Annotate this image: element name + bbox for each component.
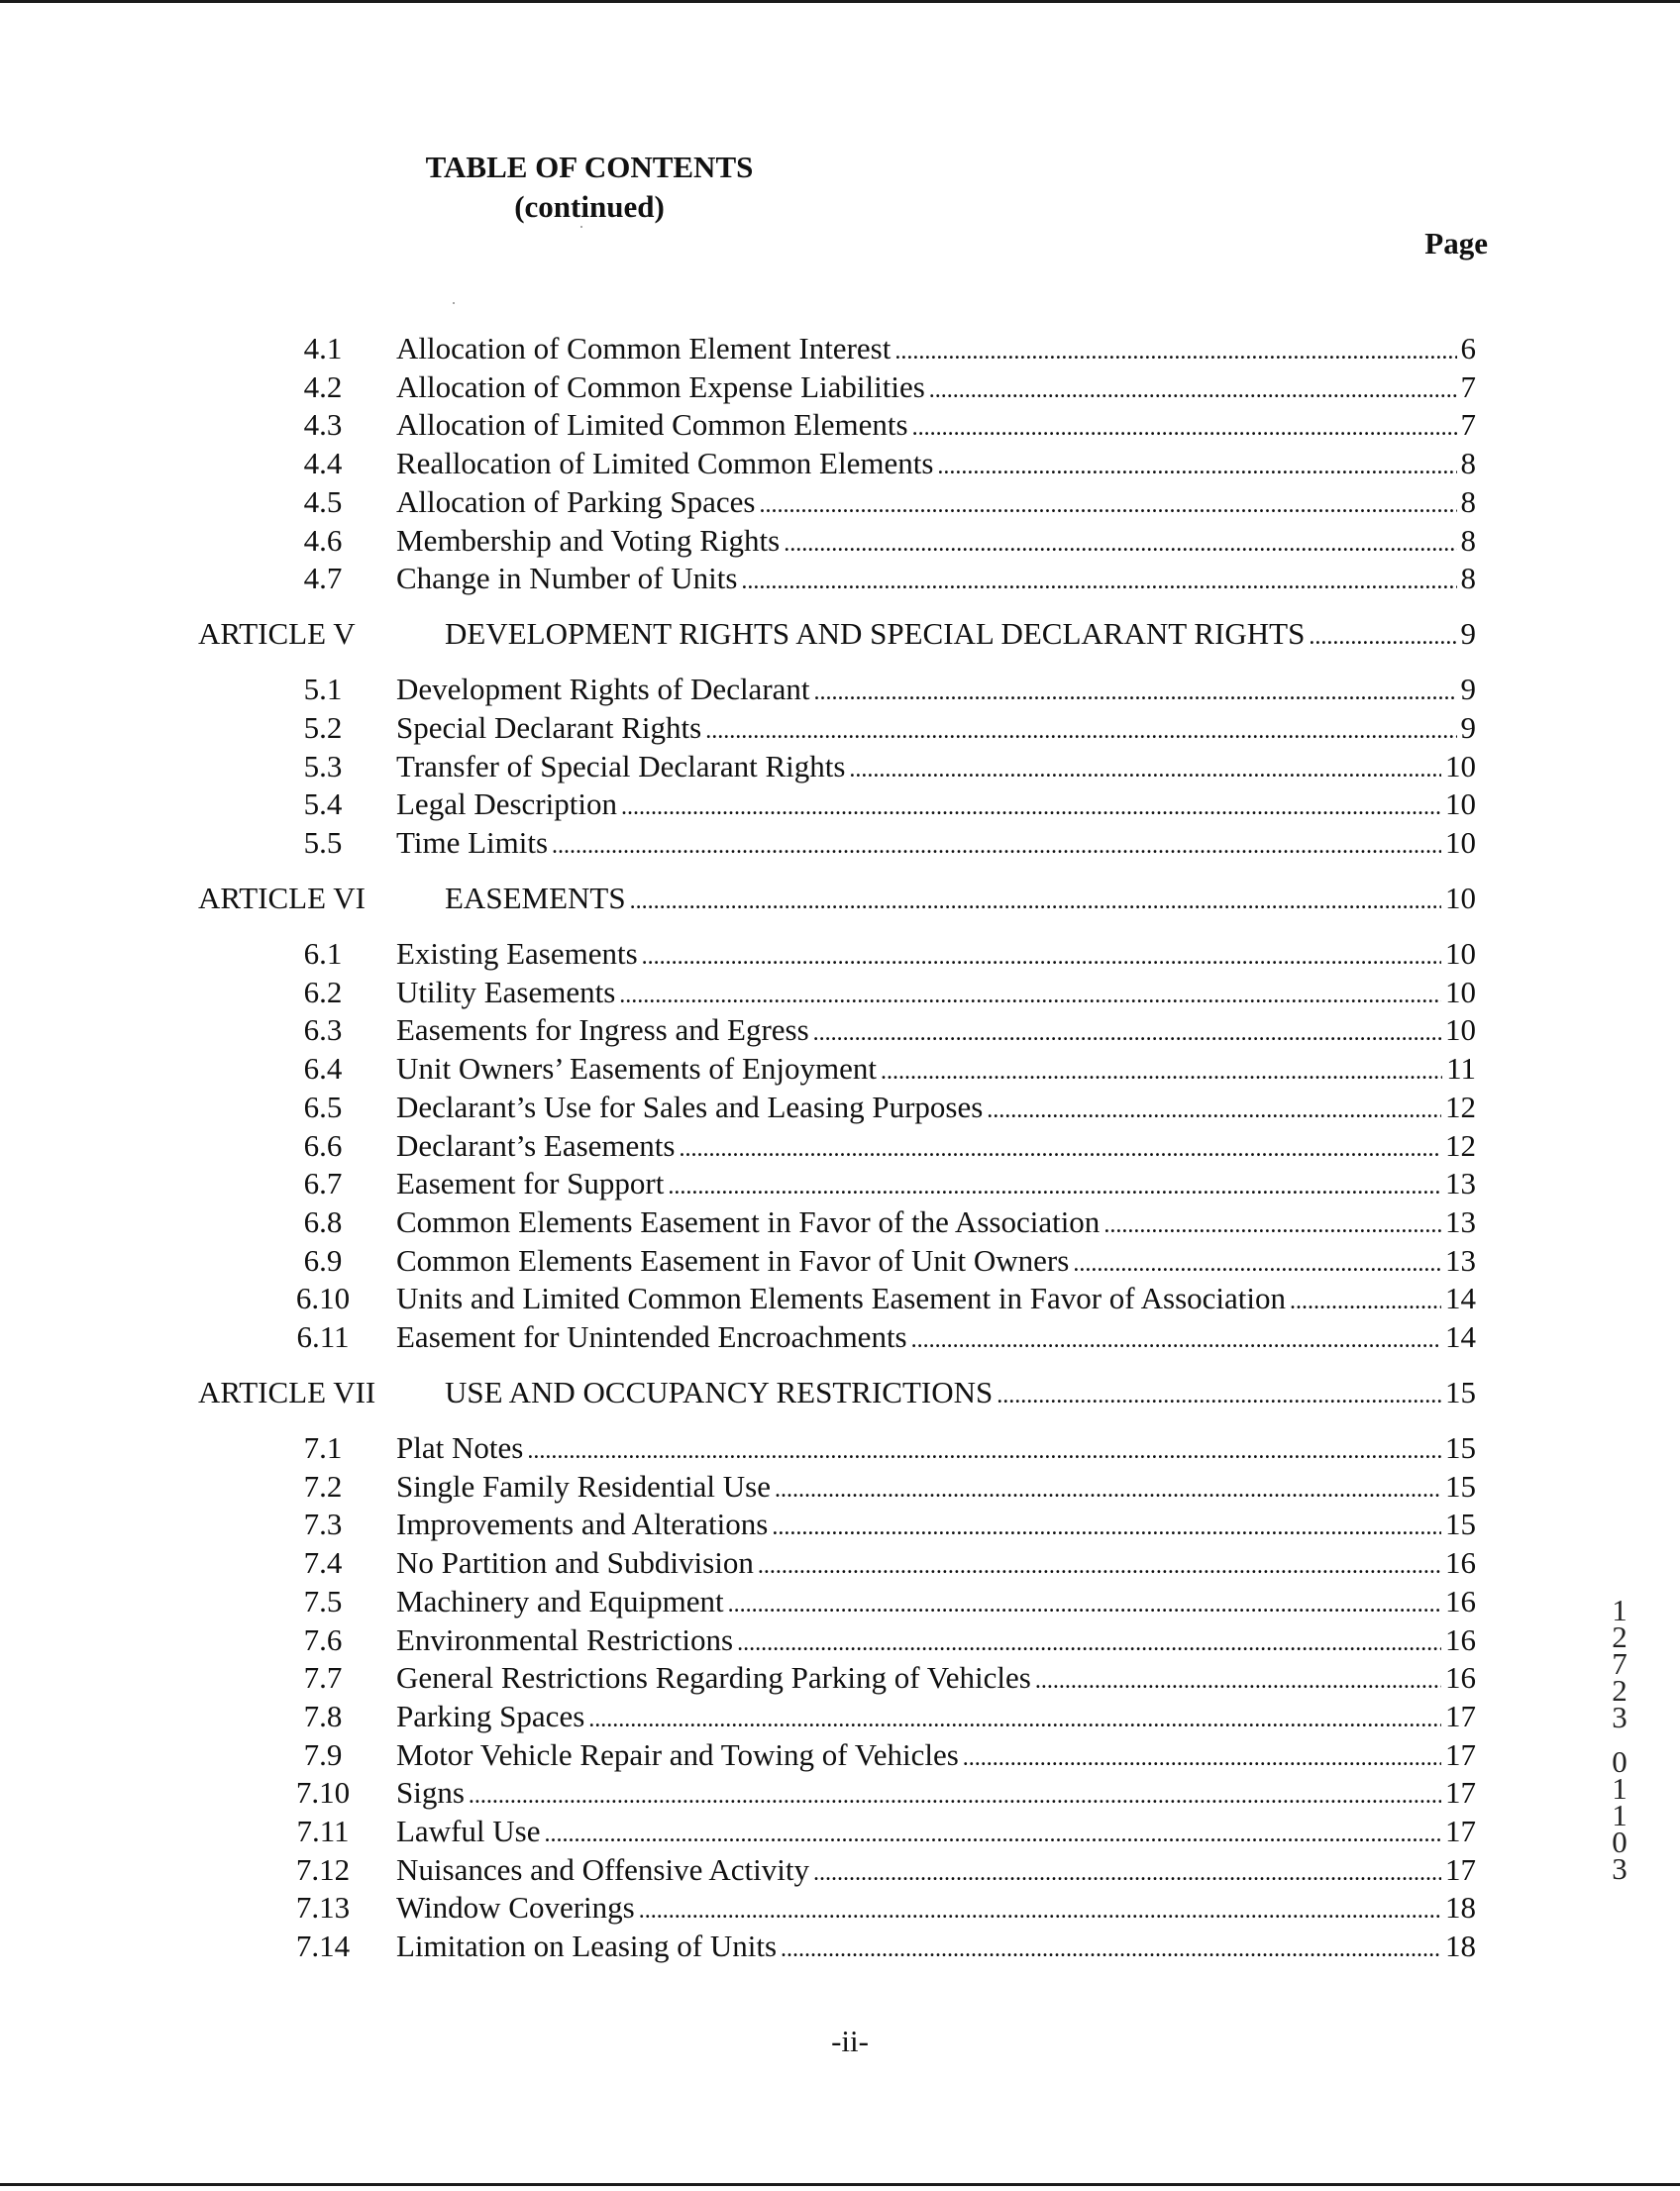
toc-entry-page: 17 — [1445, 1852, 1476, 1887]
toc-section-row — [0, 1660, 1680, 1696]
toc-entry-number: 7.13 — [295, 1890, 351, 1925]
toc-entry-title: DEVELOPMENT RIGHTS AND SPECIAL DECLARANT RIGHTS — [445, 616, 1306, 651]
toc-entry-leader-line — [396, 1166, 1476, 1204]
toc-entry-page: 10 — [1445, 786, 1476, 821]
toc-entry-number: 4.2 — [303, 369, 343, 404]
toc-entry-leader-line — [396, 1469, 1476, 1508]
toc-section-row — [0, 1430, 1680, 1466]
toc-section-row — [0, 1890, 1680, 1926]
toc-entry-title: Common Elements Easement in Favor of the Association — [396, 1204, 1101, 1239]
toc-section-row — [0, 1243, 1680, 1279]
toc-entry-leader-line — [396, 1584, 1476, 1622]
toc-dot-leader — [544, 1817, 1441, 1852]
toc-section-row — [0, 1545, 1680, 1581]
toc-entry-number: 7.5 — [303, 1584, 343, 1618]
toc-entry-page: 14 — [1445, 1319, 1476, 1354]
toc-entry-title: Easement for Unintended Encroachments — [396, 1319, 907, 1354]
toc-entry-number: 7.4 — [303, 1545, 343, 1580]
toc-entry-page: 6 — [1460, 331, 1476, 365]
toc-entry-leader-line — [396, 1545, 1476, 1584]
toc-entry-title: Plat Notes — [396, 1430, 524, 1465]
toc-entry-page: 9 — [1460, 710, 1476, 745]
toc-dot-leader — [929, 372, 1457, 408]
toc-entry-leader-line — [396, 1737, 1476, 1776]
toc-dot-leader — [894, 334, 1456, 369]
toc-entry-title: USE AND OCCUPANCY RESTRICTIONS — [445, 1375, 994, 1409]
scan-speck — [580, 226, 582, 228]
toc-entry-number: 5.5 — [303, 825, 343, 860]
toc-entry-leader-line — [396, 331, 1476, 369]
scan-edge-top — [0, 0, 1680, 3]
toc-entry-leader-line — [396, 1622, 1476, 1661]
page-column-label: Page — [1424, 226, 1488, 261]
toc-dot-leader — [813, 1015, 1441, 1051]
stamp-digit: 1 — [1612, 1593, 1628, 1627]
toc-dot-leader — [552, 828, 1441, 864]
toc-entry-title: Single Family Residential Use — [396, 1469, 771, 1504]
toc-entry-number: 7.11 — [296, 1814, 350, 1848]
toc-entry-title: Allocation of Parking Spaces — [396, 484, 756, 519]
toc-dot-leader — [813, 1855, 1441, 1891]
toc-entry-number: 4.1 — [303, 331, 343, 365]
toc-section-row — [0, 1619, 1680, 1658]
toc-subtitle: (continued) — [514, 189, 665, 224]
toc-entry-leader-line — [396, 786, 1476, 825]
toc-entry-title: General Restrictions Regarding Parking of Vehicles — [396, 1660, 1031, 1695]
toc-dot-leader — [737, 1625, 1441, 1661]
stamp-digit: 7 — [1612, 1646, 1628, 1681]
toc-entry-title: Machinery and Equipment — [396, 1584, 724, 1618]
toc-section-row — [0, 1051, 1680, 1087]
toc-dot-leader — [639, 1893, 1441, 1929]
toc-dot-leader — [814, 675, 1457, 710]
toc-entry-page: 17 — [1445, 1699, 1476, 1733]
toc-entry-leader-line — [396, 1281, 1476, 1319]
toc-entry-leader-line — [396, 523, 1476, 562]
toc-entry-leader-line — [396, 1660, 1476, 1699]
toc-entry-title: Signs — [396, 1775, 465, 1810]
toc-dot-leader — [705, 713, 1456, 749]
toc-entry-page: 15 — [1445, 1469, 1476, 1504]
toc-entry-title: Limitation on Leasing of Units — [396, 1929, 778, 1963]
toc-dot-leader — [912, 410, 1457, 446]
toc-entry-leader-line — [396, 1090, 1476, 1128]
stamp-digit: 1 — [1612, 1771, 1628, 1806]
stamp-digit: 3 — [1612, 1700, 1628, 1734]
toc-section-row — [0, 749, 1680, 784]
toc-entry-leader-line — [396, 1051, 1476, 1090]
toc-entry-number: 5.1 — [303, 672, 343, 706]
toc-entry-title: Easements for Ingress and Egress — [396, 1012, 809, 1047]
toc-entry-number: 4.7 — [303, 561, 343, 595]
toc-entry-title: Environmental Restrictions — [396, 1622, 734, 1657]
toc-entry-title: Lawful Use — [396, 1814, 541, 1848]
toc-entry-page: 16 — [1445, 1584, 1476, 1618]
toc-entry-leader-line — [396, 672, 1476, 710]
toc-section-row — [0, 1852, 1680, 1888]
toc-entry-number: 7.1 — [303, 1430, 343, 1465]
toc-entry-title: Common Elements Easement in Favor of Unit Owners — [396, 1243, 1070, 1278]
toc-entry-title: Reallocation of Limited Common Elements — [396, 446, 934, 480]
side-recording-stamp — [1605, 1593, 1634, 1886]
toc-entry-leader-line — [396, 936, 1476, 975]
toc-entry-number: 5.2 — [303, 710, 343, 745]
stamp-digit: 3 — [1612, 1851, 1628, 1886]
toc-section-row — [0, 1469, 1680, 1505]
scan-speck — [453, 302, 455, 304]
toc-dot-leader — [881, 1054, 1442, 1090]
toc-section-row — [0, 1814, 1680, 1849]
toc-entry-number: 7.9 — [303, 1737, 343, 1772]
toc-entry-number: 7.8 — [303, 1699, 343, 1733]
toc-entry-number: 6.1 — [303, 936, 343, 971]
toc-entry-leader-line — [396, 1243, 1476, 1282]
toc-entry-number: 5.4 — [303, 786, 343, 821]
toc-section-row — [0, 825, 1680, 861]
toc-dot-leader — [911, 1322, 1441, 1358]
toc-entry-page: 18 — [1445, 1890, 1476, 1925]
toc-dot-leader — [621, 789, 1441, 825]
toc-entry-leader-line — [396, 975, 1476, 1013]
toc-entry-leader-line — [396, 1890, 1476, 1929]
toc-entry-title: Units and Limited Common Elements Easement in Favor of Association — [396, 1281, 1287, 1315]
toc-entry-page: 9 — [1460, 672, 1476, 706]
toc-entry-number: 7.6 — [303, 1622, 343, 1657]
toc-entry-page: 13 — [1445, 1243, 1476, 1278]
toc-dot-leader — [1073, 1246, 1441, 1282]
toc-entry-number: ARTICLE VI — [198, 881, 366, 915]
toc-dot-leader — [758, 1548, 1441, 1584]
toc-entry-title: Unit Owners’ Easements of Enjoyment — [396, 1051, 877, 1086]
toc-entry-title: Parking Spaces — [396, 1699, 585, 1733]
toc-entry-page: 16 — [1445, 1545, 1476, 1580]
toc-entry-leader-line — [396, 749, 1476, 787]
toc-entry-page: 15 — [1445, 1375, 1476, 1409]
toc-entry-leader-line — [396, 1507, 1476, 1545]
toc-entry-page: 13 — [1445, 1204, 1476, 1239]
toc-entry-title: Improvements and Alterations — [396, 1507, 769, 1541]
toc-entry-page: 18 — [1445, 1929, 1476, 1963]
toc-entry-number: 7.12 — [295, 1852, 351, 1887]
toc-entry-leader-line — [396, 1852, 1476, 1891]
toc-section-row — [0, 1699, 1680, 1734]
toc-section-row — [0, 1929, 1680, 1964]
toc-dot-leader — [849, 752, 1441, 787]
toc-entry-title: Utility Easements — [396, 975, 616, 1009]
toc-entry-leader-line — [445, 616, 1476, 655]
toc-section-row — [0, 1090, 1680, 1125]
toc-entry-number: 6.5 — [303, 1090, 343, 1124]
toc-entry-leader-line — [396, 561, 1476, 599]
toc-entry-number: 6.10 — [295, 1281, 351, 1315]
toc-section-row — [0, 1737, 1680, 1779]
toc-entry-title: Change in Number of Units — [396, 561, 738, 595]
toc-entry-title: Transfer of Special Declarant Rights — [396, 749, 846, 783]
toc-dot-leader — [784, 526, 1456, 562]
toc-section-row — [0, 369, 1680, 405]
toc-entry-number: 5.3 — [303, 749, 343, 783]
toc-section-row — [0, 523, 1680, 559]
toc-article-row — [0, 1375, 1680, 1410]
toc-dot-leader — [1035, 1663, 1441, 1699]
toc-dot-leader — [937, 449, 1456, 484]
toc-entry-number: 6.3 — [303, 1012, 343, 1047]
toc-entry-title: Allocation of Common Element Interest — [396, 331, 892, 365]
toc-entry-leader-line — [396, 710, 1476, 749]
toc-entry-title: Time Limits — [396, 825, 549, 860]
toc-entry-title: Window Coverings — [396, 1890, 635, 1925]
toc-entry-page: 14 — [1445, 1281, 1476, 1315]
stamp-digit: 2 — [1612, 1619, 1628, 1654]
toc-dot-leader — [741, 564, 1456, 599]
toc-entry-leader-line — [396, 1012, 1476, 1051]
toc-entry-number: 7.7 — [303, 1660, 343, 1695]
toc-section-row — [0, 1204, 1680, 1240]
toc-dot-leader — [781, 1931, 1441, 1967]
toc-entry-title: Development Rights of Declarant — [396, 672, 810, 706]
toc-dot-leader — [1103, 1207, 1441, 1243]
toc-entry-leader-line — [396, 484, 1476, 523]
toc-entry-title: Nuisances and Offensive Activity — [396, 1852, 809, 1887]
toc-entry-number: ARTICLE VII — [198, 1375, 376, 1409]
toc-dot-leader — [619, 978, 1441, 1013]
toc-entry-leader-line — [445, 881, 1476, 919]
toc-entry-leader-line — [445, 1375, 1476, 1413]
toc-dot-leader — [642, 939, 1441, 975]
toc-section-row — [0, 710, 1680, 746]
toc-entry-page: 10 — [1445, 825, 1476, 860]
toc-entry-leader-line — [396, 1699, 1476, 1737]
toc-entry-title: Legal Description — [396, 786, 617, 821]
toc-entry-number: 6.11 — [296, 1319, 350, 1354]
toc-entry-leader-line — [396, 1319, 1476, 1358]
toc-dot-leader — [997, 1378, 1441, 1413]
toc-entry-leader-line — [396, 369, 1476, 408]
toc-entry-number: 6.6 — [303, 1128, 343, 1163]
toc-entry-leader-line — [396, 1430, 1476, 1469]
toc-section-row — [0, 561, 1680, 596]
stamp-digit: 0 — [1612, 1825, 1628, 1859]
toc-entry-page: 12 — [1445, 1128, 1476, 1163]
toc-section-row — [0, 1319, 1680, 1355]
toc-entry-title: Existing Easements — [396, 936, 638, 971]
stamp-digit: 0 — [1612, 1744, 1628, 1779]
toc-entry-page: 8 — [1460, 561, 1476, 595]
toc-entry-page: 16 — [1445, 1660, 1476, 1695]
toc-entry-title: No Partition and Subdivision — [396, 1545, 754, 1580]
toc-entry-leader-line — [396, 1775, 1476, 1814]
toc-dot-leader — [668, 1169, 1441, 1204]
stamp-digit: 1 — [1612, 1798, 1628, 1832]
toc-entry-page: 10 — [1445, 881, 1476, 915]
toc-entry-number: 4.5 — [303, 484, 343, 519]
page-number-footer: -ii- — [831, 2024, 869, 2058]
toc-section-row — [0, 484, 1680, 520]
toc-dot-leader — [679, 1131, 1441, 1167]
toc-entry-number: 7.3 — [303, 1507, 343, 1541]
toc-entry-page: 15 — [1445, 1430, 1476, 1465]
toc-entry-title: Special Declarant Rights — [396, 710, 702, 745]
toc-dot-leader — [527, 1433, 1441, 1469]
toc-entry-leader-line — [396, 407, 1476, 446]
toc-entry-title: Membership and Voting Rights — [396, 523, 781, 558]
toc-entry-leader-line — [396, 1814, 1476, 1852]
toc-entry-page: 7 — [1460, 407, 1476, 442]
scan-edge-bottom — [0, 2183, 1680, 2186]
toc-entry-page: 10 — [1445, 749, 1476, 783]
toc-entry-number: 6.2 — [303, 975, 343, 1009]
toc-dot-leader — [469, 1778, 1441, 1814]
toc-section-row — [0, 1012, 1680, 1048]
toc-entry-title: EASEMENTS — [445, 881, 626, 915]
toc-section-row — [0, 331, 1680, 366]
toc-entry-leader-line — [396, 1929, 1476, 1967]
toc-entry-page: 17 — [1445, 1775, 1476, 1810]
toc-dot-leader — [630, 884, 1441, 919]
toc-section-row — [0, 446, 1680, 481]
toc-entry-page: 10 — [1445, 1012, 1476, 1047]
toc-entry-page: 17 — [1445, 1737, 1476, 1772]
toc-entry-leader-line — [396, 1128, 1476, 1167]
toc-dot-leader — [588, 1702, 1441, 1737]
toc-entry-page: 16 — [1445, 1622, 1476, 1657]
toc-entry-number: 6.4 — [303, 1051, 343, 1086]
toc-entry-title: Declarant’s Use for Sales and Leasing Purposes — [396, 1090, 984, 1124]
toc-section-row — [0, 672, 1680, 707]
toc-article-row — [0, 881, 1680, 916]
toc-entry-number: 6.9 — [303, 1243, 343, 1278]
toc-section-row — [0, 975, 1680, 1010]
toc-entry-number: 4.6 — [303, 523, 343, 558]
toc-entry-page: 8 — [1460, 523, 1476, 558]
toc-entry-page: 10 — [1445, 975, 1476, 1009]
toc-entry-leader-line — [396, 825, 1476, 864]
toc-entry-number: 4.3 — [303, 407, 343, 442]
toc-entry-leader-line — [396, 1204, 1476, 1243]
toc-entry-page: 15 — [1445, 1507, 1476, 1541]
toc-section-row — [0, 786, 1680, 822]
toc-dot-leader — [987, 1093, 1441, 1128]
toc-section-row — [0, 1128, 1680, 1164]
toc-entry-number: 7.10 — [295, 1775, 351, 1810]
toc-section-row — [0, 1507, 1680, 1542]
stamp-digit: 2 — [1612, 1673, 1628, 1708]
toc-entry-title: Motor Vehicle Repair and Towing of Vehicles — [396, 1737, 959, 1772]
toc-dot-leader — [775, 1472, 1441, 1508]
toc-entry-page: 8 — [1460, 484, 1476, 519]
toc-entry-number: 6.8 — [303, 1204, 343, 1239]
toc-dot-leader — [772, 1510, 1441, 1545]
toc-entry-title: Allocation of Common Expense Liabilities — [396, 369, 925, 404]
toc-dot-leader — [728, 1587, 1441, 1622]
toc-entry-page: 17 — [1445, 1814, 1476, 1848]
toc-entry-number: 6.7 — [303, 1166, 343, 1200]
toc-entry-page: 8 — [1460, 446, 1476, 480]
toc-entry-number: 4.4 — [303, 446, 343, 480]
toc-entry-number: 7.14 — [295, 1929, 351, 1963]
toc-entry-page: 9 — [1460, 616, 1476, 651]
toc-title: TABLE OF CONTENTS — [425, 150, 754, 184]
toc-entry-page: 13 — [1445, 1166, 1476, 1200]
toc-entry-title: Allocation of Limited Common Elements — [396, 407, 908, 442]
toc-section-row — [0, 1166, 1680, 1201]
toc-entry-page: 11 — [1446, 1051, 1476, 1086]
toc-section-row — [0, 1584, 1680, 1619]
toc-dot-leader — [1309, 619, 1456, 655]
toc-section-row — [0, 936, 1680, 972]
toc-entry-page: 7 — [1460, 369, 1476, 404]
toc-entry-title: Declarant’s Easements — [396, 1128, 676, 1163]
toc-entry-title: Easement for Support — [396, 1166, 665, 1200]
toc-dot-leader — [1290, 1284, 1441, 1319]
toc-entry-number: ARTICLE V — [198, 616, 356, 651]
toc-dot-leader — [963, 1740, 1441, 1776]
toc-section-row — [0, 1281, 1680, 1316]
toc-entry-page: 10 — [1445, 936, 1476, 971]
toc-entry-leader-line — [396, 446, 1476, 484]
toc-article-row — [0, 616, 1680, 652]
toc-dot-leader — [759, 487, 1456, 523]
toc-entry-number: 7.2 — [303, 1469, 343, 1504]
toc-section-row — [0, 407, 1680, 443]
toc-entry-page: 12 — [1445, 1090, 1476, 1124]
toc-section-row — [0, 1771, 1680, 1811]
